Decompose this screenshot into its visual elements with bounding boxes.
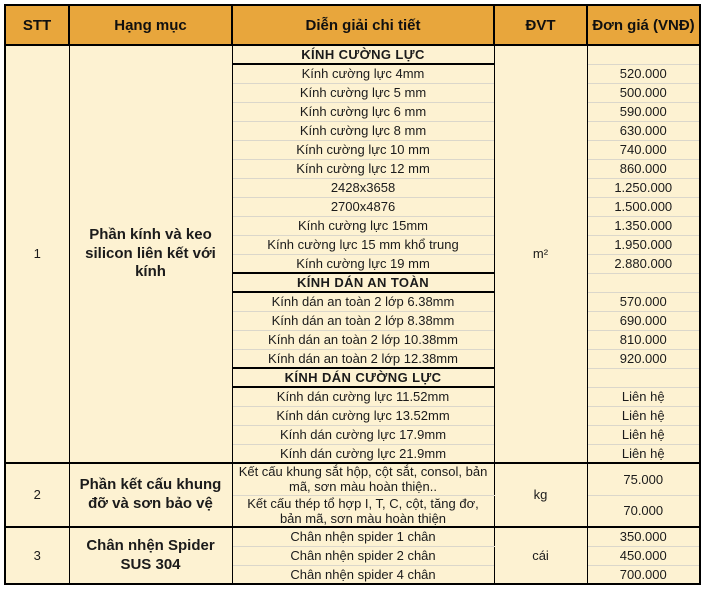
detail-cell: Chân nhện spider 2 chân — [232, 546, 494, 565]
detail-cell: Kính cường lực 15 mm khổ trung — [232, 235, 494, 254]
detail-cell: Kính cường lực 12 mm — [232, 159, 494, 178]
detail-cell: Chân nhện spider 4 chân — [232, 565, 494, 584]
price-cell: 920.000 — [587, 349, 700, 368]
detail-cell: Kính dán cường lực 21.9mm — [232, 444, 494, 463]
price-cell: 700.000 — [587, 565, 700, 584]
unit-cell: m² — [494, 45, 587, 463]
stt-cell: 1 — [5, 45, 69, 463]
detail-cell: Kính dán an toàn 2 lớp 6.38mm — [232, 292, 494, 311]
price-table-header — [5, 5, 700, 45]
table-row — [5, 463, 700, 495]
detail-cell: Kết cấu thép tổ hợp I, T, C, cột, tăng đơ, bản mã, sơn màu hoàn thiện — [232, 495, 494, 527]
price-cell: Liên hệ — [587, 387, 700, 406]
price-cell: 1.500.000 — [587, 197, 700, 216]
group-header-cell: KÍNH CƯỜNG LỰC — [232, 45, 494, 64]
category-cell: Phần kết cấu khung đỡ và sơn bảo vệ — [69, 463, 232, 527]
detail-cell: Kính cường lực 4mm — [232, 64, 494, 83]
price-cell: 1.350.000 — [587, 216, 700, 235]
table-row — [5, 527, 700, 546]
category-cell: Chân nhện Spider SUS 304 — [69, 527, 232, 584]
price-cell: 1.950.000 — [587, 235, 700, 254]
price-cell: Liên hệ — [587, 406, 700, 425]
detail-cell: Kết cấu khung sắt hộp, cột sắt, consol, bản mã, sơn màu hoàn thiện.. — [232, 463, 494, 495]
price-cell: 75.000 — [587, 463, 700, 495]
group-header-cell: KÍNH DÁN AN TOÀN — [232, 273, 494, 292]
price-cell: 570.000 — [587, 292, 700, 311]
detail-cell: Kính dán cường lực 11.52mm — [232, 387, 494, 406]
stt-cell: 2 — [5, 463, 69, 527]
stt-cell: 3 — [5, 527, 69, 584]
category-cell: Phần kính và keo silicon liên kết với kính — [69, 45, 232, 463]
detail-cell: Kính dán an toàn 2 lớp 12.38mm — [232, 349, 494, 368]
header-row — [5, 5, 700, 45]
detail-cell: Kính dán cường lực 13.52mm — [232, 406, 494, 425]
price-cell — [587, 368, 700, 387]
detail-cell: Kính cường lực 19 mm — [232, 254, 494, 273]
unit-cell: kg — [494, 463, 587, 527]
column-header-category: Hạng mục — [69, 5, 232, 45]
column-header-price: Đơn giá (VNĐ) — [587, 5, 700, 45]
price-cell: 810.000 — [587, 330, 700, 349]
price-cell: 590.000 — [587, 102, 700, 121]
price-cell: Liên hệ — [587, 444, 700, 463]
price-cell: 520.000 — [587, 64, 700, 83]
detail-cell: Kính cường lực 15mm — [232, 216, 494, 235]
price-cell: 70.000 — [587, 495, 700, 527]
detail-cell: Kính dán an toàn 2 lớp 8.38mm — [232, 311, 494, 330]
unit-cell: cái — [494, 527, 587, 584]
price-cell — [587, 45, 700, 64]
group-header-cell: KÍNH DÁN CƯỜNG LỰC — [232, 368, 494, 387]
price-cell: 860.000 — [587, 159, 700, 178]
price-cell: 630.000 — [587, 121, 700, 140]
column-header-detail: Diễn giải chi tiết — [232, 5, 494, 45]
detail-cell: Kính cường lực 6 mm — [232, 102, 494, 121]
price-cell: 2.880.000 — [587, 254, 700, 273]
price-cell: 690.000 — [587, 311, 700, 330]
table-row — [5, 45, 700, 64]
detail-cell: 2428x3658 — [232, 178, 494, 197]
price-cell: Liên hệ — [587, 425, 700, 444]
detail-cell: Chân nhện spider 1 chân — [232, 527, 494, 546]
column-header-stt: STT — [5, 5, 69, 45]
price-cell: 740.000 — [587, 140, 700, 159]
price-table — [4, 4, 701, 585]
column-header-unit: ĐVT — [494, 5, 587, 45]
price-cell: 1.250.000 — [587, 178, 700, 197]
price-cell: 500.000 — [587, 83, 700, 102]
price-table-body — [5, 45, 700, 584]
price-cell: 350.000 — [587, 527, 700, 546]
detail-cell: Kính cường lực 8 mm — [232, 121, 494, 140]
detail-cell: Kính cường lực 5 mm — [232, 83, 494, 102]
price-cell: 450.000 — [587, 546, 700, 565]
detail-cell: Kính cường lực 10 mm — [232, 140, 494, 159]
detail-cell: Kính dán an toàn 2 lớp 10.38mm — [232, 330, 494, 349]
price-table-container — [4, 4, 701, 585]
detail-cell: Kính dán cường lực 17.9mm — [232, 425, 494, 444]
price-cell — [587, 273, 700, 292]
detail-cell: 2700x4876 — [232, 197, 494, 216]
